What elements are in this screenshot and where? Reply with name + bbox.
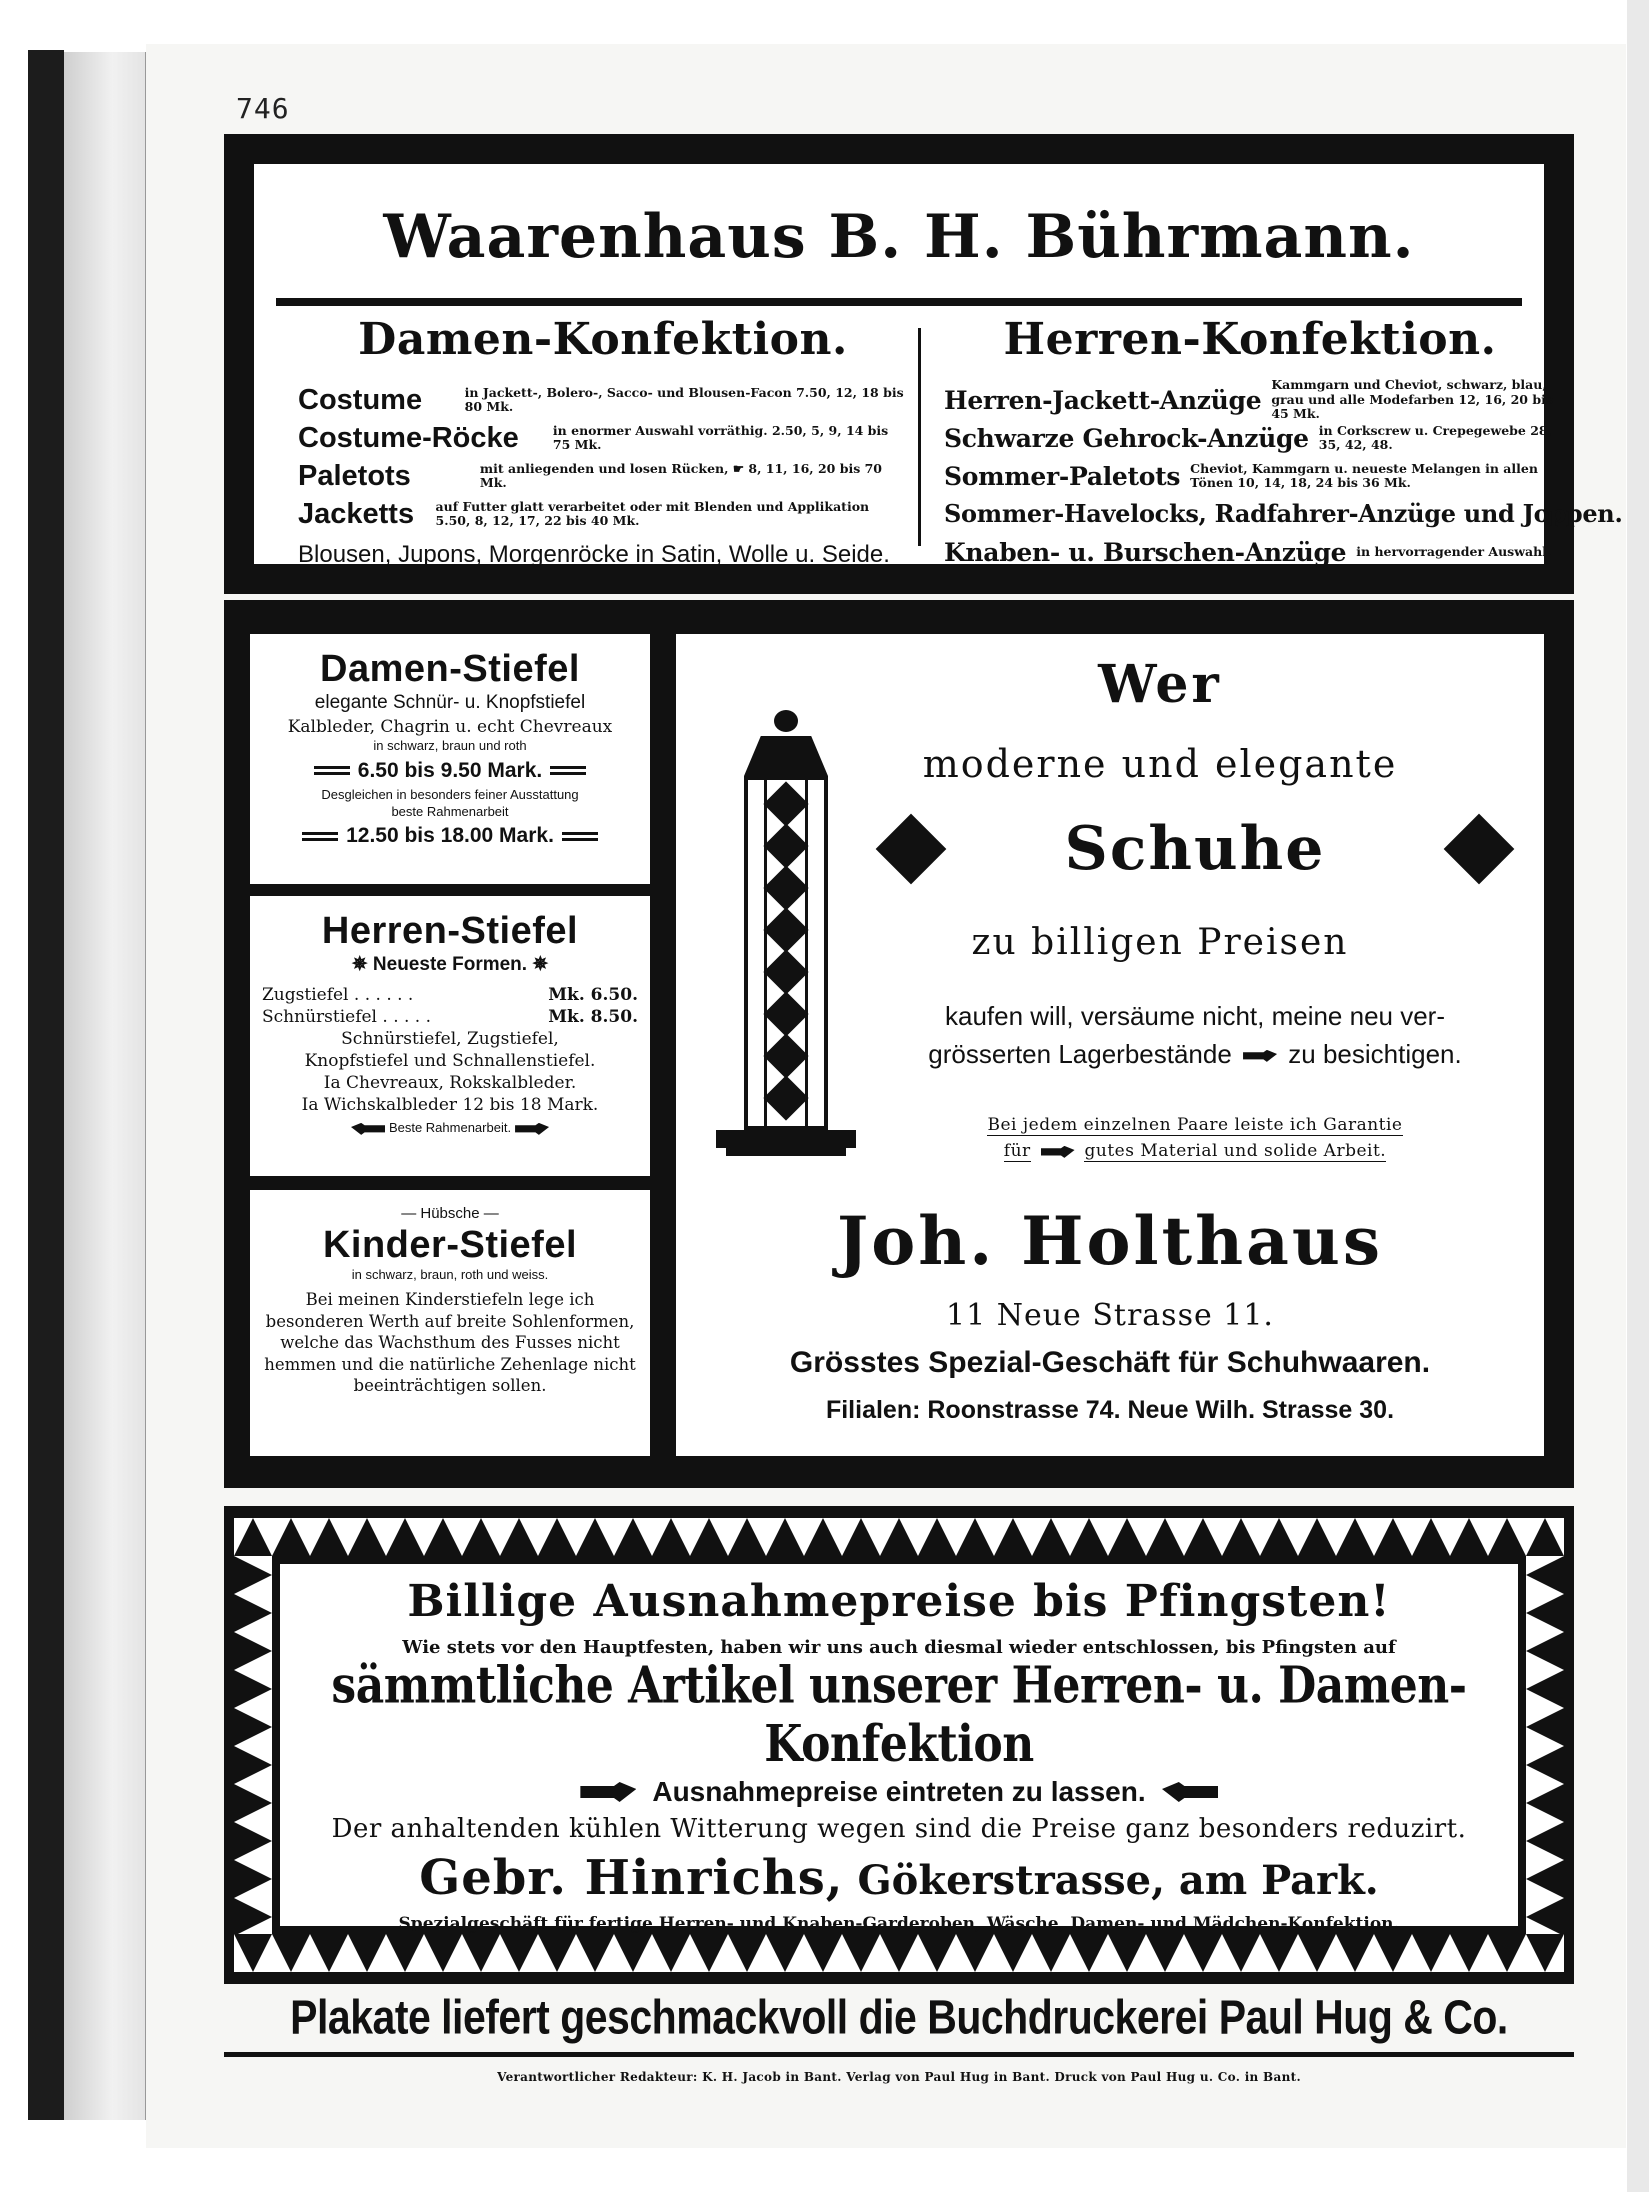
- price-value: Mk. 8.50.: [548, 1006, 638, 1027]
- holthaus-main: [676, 634, 1544, 1456]
- garantie-text: [886, 1112, 1504, 1165]
- item-name: Sommer-Paletots: [944, 461, 1181, 491]
- list-item: [944, 377, 1556, 422]
- pointing-hand-icon: [580, 1782, 636, 1802]
- headline-wer: Wer: [1098, 654, 1222, 715]
- herren-stiefel-line: Ia Wichskalbleder 12 bis 18 Mark.: [301, 1095, 599, 1116]
- kinder-stiefel-box: [250, 1190, 650, 1456]
- kaufen-line: kaufen will, versäume nicht, meine neu ver-: [944, 1001, 1445, 1031]
- price-row: [250, 1006, 650, 1028]
- diamond-ornament: [876, 814, 947, 885]
- item-desc: mit anliegenden und losen Rücken, ☛ 8, 11, 16, 20 bis 70 Mk.: [479, 460, 882, 490]
- herren-stiefel-line: Knopfstiefel und Schnallenstiefel.: [304, 1050, 596, 1071]
- double-rule: [562, 832, 598, 841]
- garantie-part: für: [1003, 1141, 1031, 1162]
- sawtooth-border-bottom: [234, 1934, 1564, 1972]
- list-item: [944, 533, 1556, 571]
- herren-stiefel-box: [250, 896, 650, 1176]
- ad-holthaus: [224, 600, 1574, 1488]
- herren-konfektion-heading: Herren-Konfektion.: [1003, 314, 1497, 365]
- ad-hinrichs-line: sämmtliche Artikel unserer Herren- u. Damen-Konfektion: [331, 1656, 1467, 1774]
- double-rule: [550, 766, 586, 775]
- damen-konfektion-heading: Damen-Konfektion.: [358, 314, 848, 365]
- kinder-stiefel-pre: — Hübsche —: [401, 1205, 499, 1222]
- item-desc: Cheviot, Kammgarn u. neueste Melangen in allen Tönen 10, 14, 18, 24 bis 36 Mk.: [1190, 460, 1538, 490]
- item-name: Paletots: [298, 459, 411, 492]
- garantie-line: Bei jedem einzelnen Paare leiste ich Garantie: [987, 1115, 1403, 1135]
- sawtooth-border-top: [234, 1518, 1564, 1556]
- price-line: [250, 759, 650, 783]
- pointing-hand-icon: [1243, 1050, 1277, 1062]
- firm-tagline: Grösstes Spezial-Geschäft für Schuhwaaren.: [789, 1346, 1431, 1379]
- herren-konfektion-column: [944, 314, 1623, 571]
- pointing-hand-icon: [1041, 1146, 1075, 1158]
- kaufen-part: grösserten Lagerbestände: [928, 1038, 1232, 1069]
- item-name: Herren-Jackett-Anzüge: [944, 385, 1262, 415]
- firm-branches: Filialen: Roonstrasse 74. Neue Wilh. Strasse 30.: [825, 1396, 1395, 1424]
- price-text: 12.50 bis 18.00 Mark.: [346, 824, 554, 848]
- double-rule: [302, 832, 338, 841]
- ad-hinrichs-headline: Billige Ausnahmepreise bis Pfingsten!: [407, 1576, 1391, 1627]
- list-item: [944, 419, 1556, 457]
- ad-buehrmann-inner: [254, 164, 1623, 568]
- ad-hinrichs: [224, 1506, 1574, 1984]
- price-label: Schnürstiefel . . . . .: [262, 1006, 432, 1027]
- ad-hinrichs-line: [280, 1776, 1518, 1808]
- pointing-hand-icon: [351, 1123, 385, 1135]
- damen-stiefel-line: Kalbleder, Chagrin u. echt Chevreaux: [287, 716, 613, 737]
- double-rule: [314, 766, 350, 775]
- herren-stiefel-line: Beste Rahmenarbeit.: [388, 1120, 512, 1136]
- price-value: Mk. 6.50.: [548, 984, 638, 1005]
- item-desc: in enormer Auswahl vorräthig. 2.50, 5, 9, 14 bis 75 Mk.: [552, 422, 889, 452]
- headline-moderne: moderne und elegante: [922, 742, 1398, 786]
- damen-stiefel-title: Damen-Stiefel: [320, 648, 580, 690]
- herren-stiefel-line: Ia Chevreaux, Rokskalbleder.: [323, 1073, 577, 1094]
- boot-boxes: [250, 634, 650, 1456]
- list-item: [944, 457, 1556, 495]
- herren-stiefel-footer: [250, 1120, 650, 1137]
- ad-hinrichs-inner: [280, 1564, 1518, 1934]
- damen-footer-line: Blousen, Jupons, Morgenröcke in Satin, Wolle u. Seide.: [298, 541, 890, 568]
- ad-hinrichs-line: Der anhaltenden kühlen Witterung wegen sind die Preise ganz besonders reduzirt.: [331, 1814, 1467, 1844]
- damen-stiefel-line: beste Rahmenarbeit: [391, 803, 509, 819]
- ad-buehrmann: [224, 134, 1623, 594]
- herren-stiefel-line: Schnürstiefel, Zugstiefel,: [341, 1028, 559, 1049]
- kinder-stiefel-title: Kinder-Stiefel: [322, 1223, 578, 1266]
- herren-stiefel-subtitle: ✵ Neueste Formen. ✵: [351, 954, 549, 975]
- pointing-hand-icon: [1162, 1782, 1218, 1802]
- list-item: [298, 495, 908, 533]
- firm-street: Gökerstrasse, am Park.: [857, 1857, 1379, 1904]
- damen-stiefel-line: elegante Schnür- u. Knopfstiefel: [314, 692, 586, 713]
- item-desc: in hervorragender Auswahl.: [1356, 543, 1552, 559]
- divider: [276, 298, 1522, 306]
- garantie-part: gutes Material und solide Arbeit.: [1084, 1141, 1387, 1162]
- item-desc: in Jackett-, Bolero-, Sacco- und Blousen-Facon 7.50, 12, 18 bis 80 Mk.: [464, 384, 904, 414]
- headline-schuhe: Schuhe: [1064, 814, 1326, 884]
- price-row: [250, 984, 650, 1006]
- list-item: [298, 419, 908, 457]
- book-spine: [28, 50, 64, 2120]
- firm-name: Joh. Holthaus: [836, 1202, 1384, 1280]
- list-item: [298, 381, 908, 419]
- column-divider: [918, 328, 921, 546]
- page-edges: [64, 52, 146, 2120]
- page-number: 746: [236, 92, 290, 125]
- sawtooth-border-right: [1526, 1556, 1564, 1934]
- ad-hinrichs-line: Spezialgeschäft für fertige Herren- und Knaben-Garderoben, Wäsche, Damen- und Mädchen-Konfektion.: [398, 1914, 1400, 1934]
- ad-hinrichs-line: Wie stets vor den Hauptfesten, haben wir uns auch diesmal wieder entschlossen, bis Pfingsten auf: [402, 1637, 1396, 1658]
- imprint-line: Verantwortlicher Redakteur: K. H. Jacob in Bant. Verlag von Paul Hug in Bant. Druck von Paul Hug u. Co. in Bant.: [497, 2070, 1301, 2084]
- item-name: Knaben- u. Burschen-Anzüge: [944, 537, 1347, 567]
- sawtooth-border-left: [234, 1556, 272, 1934]
- diamond-ornament: [1444, 814, 1515, 885]
- pointing-hand-icon: [515, 1123, 549, 1135]
- divider: [224, 2052, 1574, 2057]
- kaufen-text: [886, 998, 1504, 1073]
- kaufen-line-2: [886, 1036, 1504, 1074]
- item-name: Costume: [298, 383, 423, 416]
- damen-stiefel-line: Desgleichen in besonders feiner Ausstattung: [321, 786, 579, 802]
- headline-preisen: zu billigen Preisen: [971, 922, 1349, 963]
- damen-konfektion-column: [298, 314, 908, 569]
- item-name: Jacketts: [298, 497, 415, 530]
- kinder-stiefel-line: in schwarz, braun, roth und weiss.: [351, 1266, 549, 1282]
- schuhe-row: [886, 814, 1504, 884]
- herren-line-havelocks: Sommer-Havelocks, Radfahrer-Anzüge und Joppen.: [944, 499, 1623, 528]
- pillar-base: [716, 1130, 856, 1148]
- price-label: Zugstiefel . . . . . .: [262, 984, 414, 1005]
- price-text: 6.50 bis 9.50 Mark.: [357, 758, 543, 782]
- firm-name: Gebr. Hinrichs,: [419, 1850, 844, 1906]
- item-desc: Kammgarn und Cheviot, schwarz, blau, grau und alle Modefarben 12, 16, 20 bis 45 Mk.: [1271, 377, 1553, 422]
- list-item: [298, 457, 908, 495]
- kaufen-part: zu besichtigen.: [1288, 1038, 1462, 1069]
- damen-stiefel-box: [250, 634, 650, 884]
- item-name: Costume-Röcke: [298, 421, 519, 454]
- item-desc: auf Futter glatt verarbeitet oder mit Blenden und Applikation 5.50, 8, 12, 17, 22 bis 40 Mk.: [435, 498, 870, 528]
- pillar-foot: [726, 1148, 846, 1156]
- scan-margin: [1627, 0, 1649, 2192]
- price-line: [250, 824, 650, 848]
- damen-stiefel-line: in schwarz, braun und roth: [373, 737, 527, 753]
- ausnahme-text: Ausnahmepreise eintreten zu lassen.: [652, 1776, 1146, 1807]
- kinder-stiefel-body: Bei meinen Kinderstiefeln lege ich besonderen Werth auf breite Sohlenformen, welche das Wachsthum des Fusses nicht hemmen und die natürliche Zehenlage nicht beeinträchtigen sollen.: [264, 1290, 636, 1396]
- item-name: Schwarze Gehrock-Anzüge: [944, 423, 1309, 453]
- herren-stiefel-title: Herren-Stiefel: [321, 910, 579, 952]
- ad-buehrmann-title: Waarenhaus B. H. Bührmann.: [383, 202, 1415, 272]
- firm-row: [280, 1850, 1518, 1906]
- item-desc: in Corkscrew u. Crepegewebe 28, 35, 42, 48.: [1318, 422, 1552, 452]
- printer-line: Plakate liefert geschmackvoll die Buchdruckerei Paul Hug & Co.: [290, 1989, 1508, 2045]
- firm-address: 11 Neue Strasse 11.: [946, 1298, 1274, 1333]
